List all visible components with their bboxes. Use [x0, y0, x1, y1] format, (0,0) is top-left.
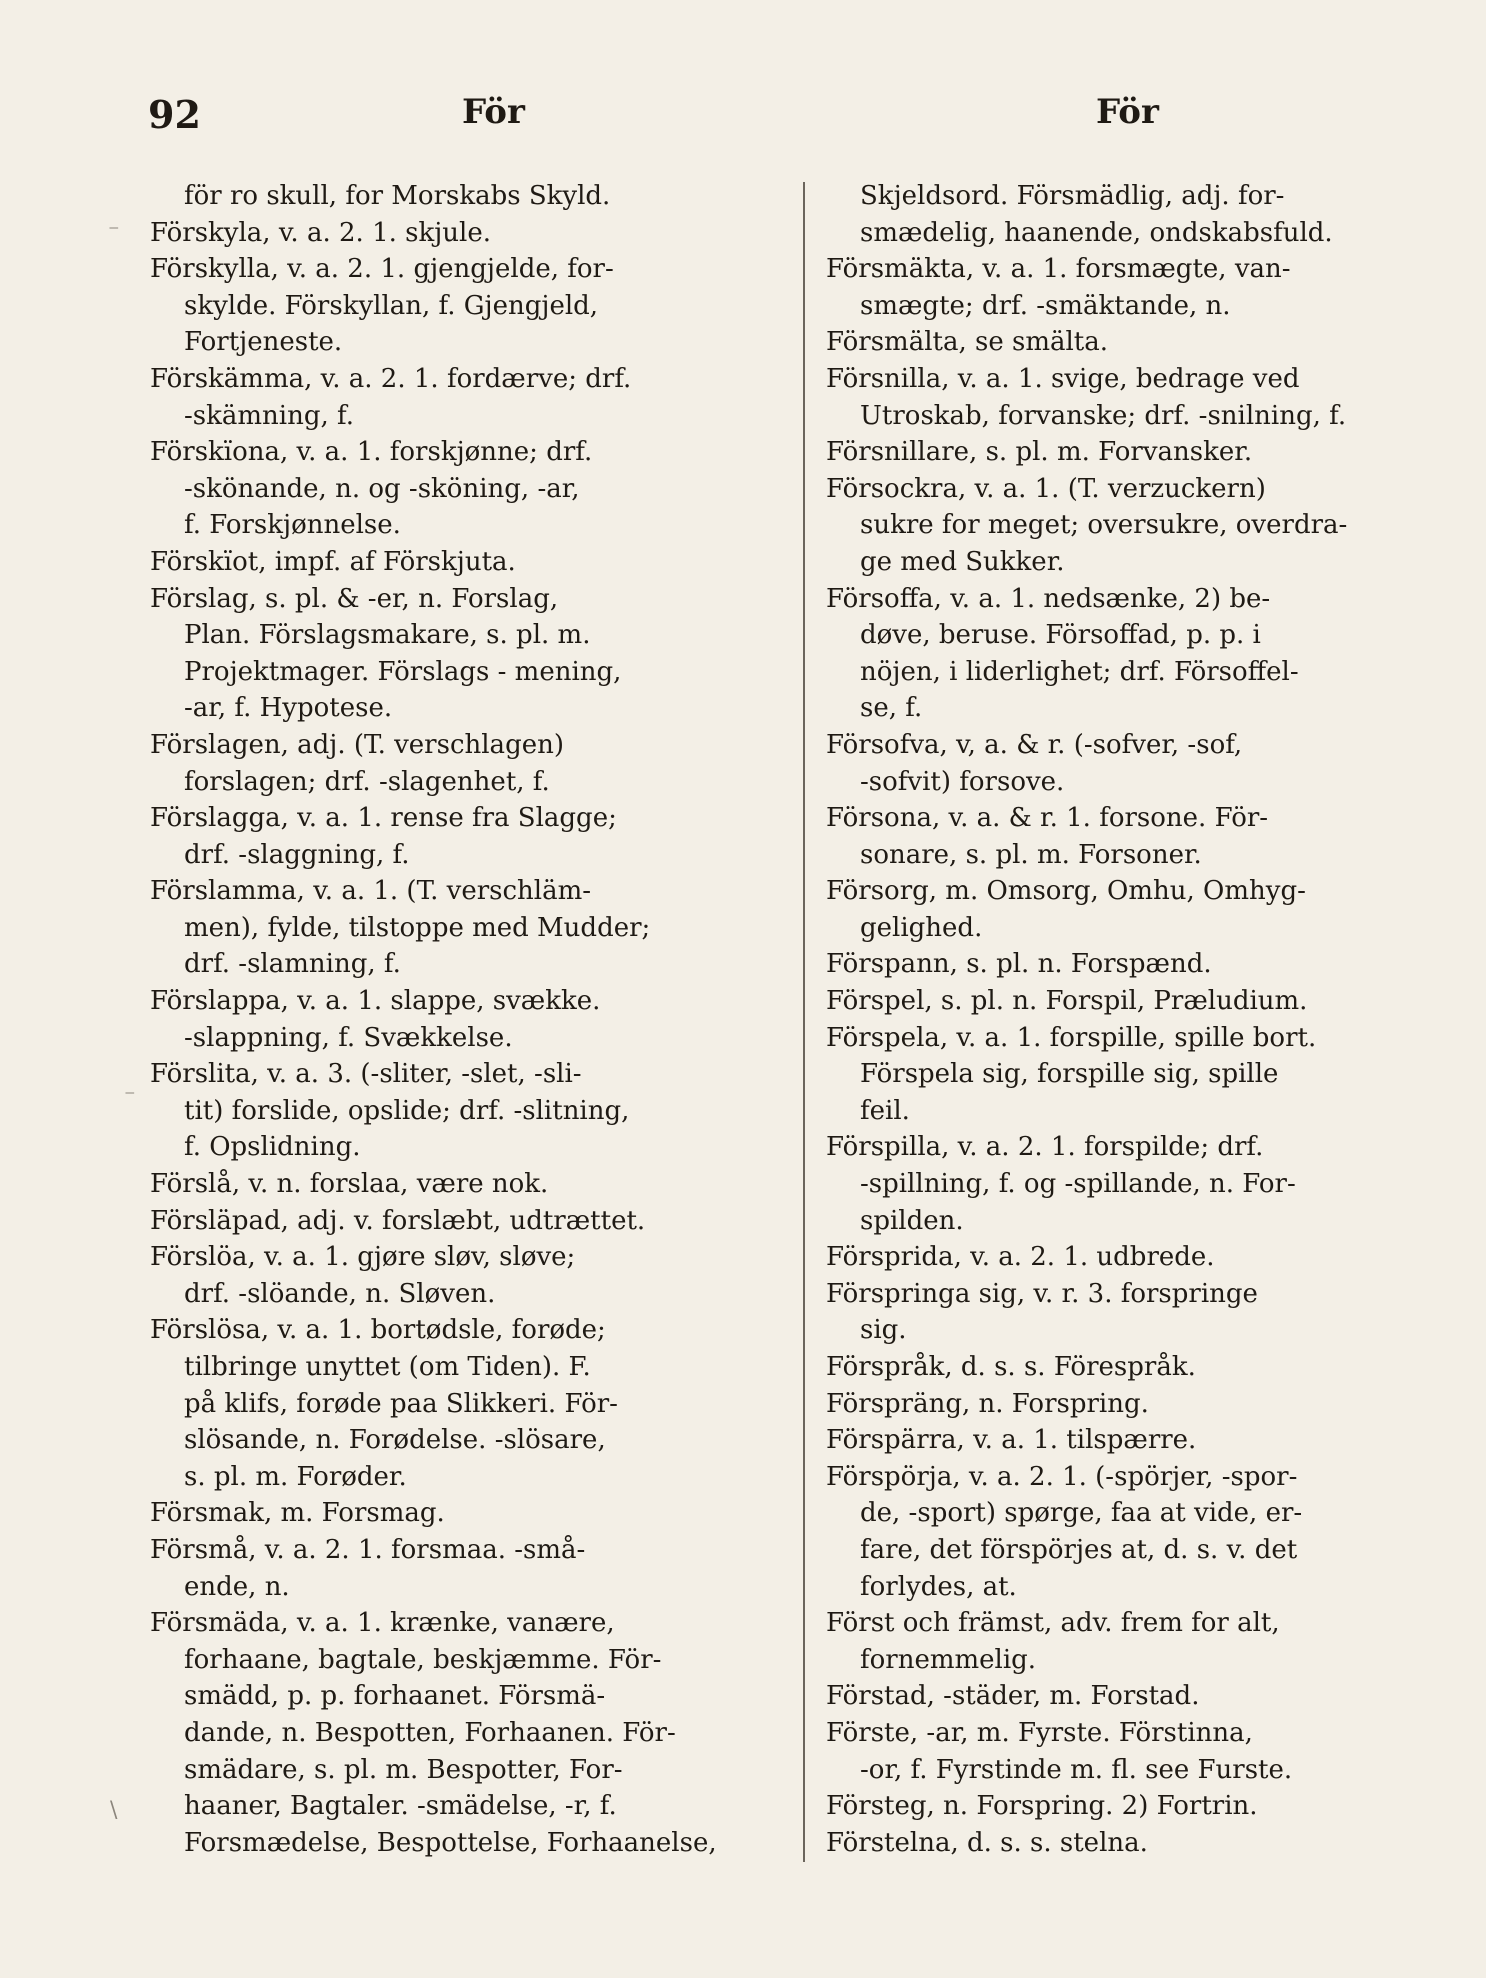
entry-line: Försprida, v. a. 2. 1. udbrede. [826, 1242, 1215, 1273]
entry-line: Förspringa sig, v. r. 3. forspringe [826, 1278, 1258, 1309]
entry-line: Skjeldsord. Försmädlig, adj. for- [860, 181, 1285, 211]
entry-line: Förslagga, v. a. 1. rense fra Slagge; [150, 803, 617, 834]
entry-line: Försmäkta, v. a. 1. forsmægte, van- [826, 254, 1291, 285]
entry-line: sonare, s. pl. m. Forsoner. [860, 839, 1202, 870]
entry-line: se, f. [860, 693, 923, 724]
entry-line: drf. -slamning, f. [184, 949, 401, 980]
entry-line: Förspräng, n. Forspring. [826, 1388, 1149, 1419]
margin-mark: \ [110, 1798, 118, 1823]
entry-line: forslagen; drf. -slagenhet, f. [184, 766, 550, 797]
entry-line: Först och främst, adv. frem for alt, [826, 1608, 1280, 1639]
entry-line: Försnilla, v. a. 1. svige, bedrage ved [826, 363, 1300, 394]
entry-line: Förslöa, v. a. 1. gjøre sløv, sløve; [150, 1242, 576, 1273]
entry-line: Förskylla, v. a. 2. 1. gjengjelde, for- [150, 254, 614, 285]
entry-line: Förskyla, v. a. 2. 1. skjule. [150, 217, 492, 248]
entry-line: Försorg, m. Omsorg, Omhu, Omhyg- [826, 876, 1306, 907]
entry-line: Förskämma, v. a. 2. 1. fordærve; drf. [150, 363, 632, 394]
entry-line: drf. -slöande, n. Sløven. [184, 1278, 496, 1309]
entry-line: Försmak, m. Forsmag. [150, 1498, 445, 1529]
entry-line: haaner, Bagtaler. -smädelse, -r, f. [184, 1791, 617, 1822]
entry-line: Förspörja, v. a. 2. 1. (-spörjer, -spor- [826, 1461, 1298, 1492]
entry-line: -skönande, n. og -sköning, -ar, [184, 473, 580, 504]
entry-line: Försläpad, adj. v. forslæbt, udtrættet. [150, 1205, 646, 1236]
right-column [826, 178, 1454, 1861]
entry-line: skylde. Förskyllan, f. Gjengjeld, [184, 290, 599, 321]
entry-line: Förspann, s. pl. n. Forspænd. [826, 949, 1212, 980]
left-column [150, 178, 790, 1861]
entry-line: på klifs, forøde paa Slikkeri. För- [184, 1388, 618, 1419]
entry-line: Försteg, n. Forspring. 2) Fortrin. [826, 1791, 1258, 1822]
entry-line: dande, n. Bespotten, Forhaanen. För- [184, 1717, 676, 1748]
entry-line: Plan. Förslagsmakare, s. pl. m. [184, 620, 591, 651]
entry-line: Försockra, v. a. 1. (T. verzuckern) [826, 473, 1266, 504]
entry-line: Försmå, v. a. 2. 1. forsmaa. -små- [150, 1534, 586, 1565]
entry-line: feil. [860, 1095, 910, 1126]
entry-line: Förskïot, impf. af Förskjuta. [150, 546, 516, 577]
entry-line: Utroskab, forvanske; drf. -snilning, f. [860, 400, 1347, 431]
entry-line: -sofvit) forsove. [860, 766, 1065, 797]
entry-line: Forsmædelse, Bespottelse, Forhaanelse, [184, 1827, 717, 1858]
entry-line: Försofva, v, a. & r. (-sofver, -sof, [826, 729, 1243, 760]
entry-line: Förslagen, adj. (T. verschlagen) [150, 729, 564, 760]
page-number: 92 [148, 92, 201, 137]
entry-line: Förspela, v. a. 1. forspille, spille bort. [826, 1022, 1317, 1053]
entry-line: tit) forslide, opslide; drf. -slitning, [184, 1095, 630, 1126]
entry-line: smægte; drf. -smäktande, n. [860, 290, 1231, 321]
entry-line: fornemmelig. [860, 1644, 1037, 1675]
entry-line: ge med Sukker. [860, 546, 1065, 577]
entry-line: s. pl. m. Forøder. [184, 1461, 407, 1492]
entry-line: Förste, -ar, m. Fyrste. Förstinna, [826, 1717, 1253, 1748]
entry-line: Förslappa, v. a. 1. slappe, svække. [150, 986, 601, 1017]
entry-line: sukre for meget; oversukre, overdra- [860, 510, 1348, 541]
entry-line: Försmäda, v. a. 1. krænke, vanære, [150, 1608, 615, 1639]
entry-line: Fortjeneste. [184, 327, 343, 358]
entry-line: -spillning, f. og -spillande, n. For- [860, 1169, 1296, 1200]
entry-line: ende, n. [184, 1571, 290, 1602]
entry-line: Förspärra, v. a. 1. tilspærre. [826, 1425, 1197, 1456]
running-head-left: För [462, 92, 525, 132]
entry-line: Försnillare, s. pl. m. Forvansker. [826, 437, 1253, 468]
entry-line: fare, det förspörjes at, d. s. v. det [860, 1534, 1298, 1565]
entry-line: smädd, p. p. forhaanet. Försmä- [184, 1681, 606, 1712]
margin-mark: ⁻ [124, 1085, 136, 1110]
entry-line: forhaane, bagtale, beskjæmme. För- [184, 1644, 662, 1675]
entry-line: -or, f. Fyrstinde m. fl. see Furste. [860, 1754, 1293, 1785]
entry-line: Förslösa, v. a. 1. bortødsle, forøde; [150, 1315, 606, 1346]
entry-line: smädare, s. pl. m. Bespotter, For- [184, 1754, 623, 1785]
entry-line: Förslå, v. n. forslaa, være nok. [150, 1169, 549, 1200]
entry-line: Förstad, -städer, m. Forstad. [826, 1681, 1200, 1712]
entry-line: f. Forskjønnelse. [184, 510, 401, 541]
entry-line: forlydes, at. [860, 1571, 1017, 1602]
entry-line: Förspråk, d. s. s. Förespråk. [826, 1352, 1196, 1382]
entry-line: spilden. [860, 1205, 964, 1236]
page-header [0, 92, 1486, 152]
entry-line: tilbringe unyttet (om Tiden). F. [184, 1352, 591, 1382]
entry-line: Förskïona, v. a. 1. forskjønne; drf. [150, 437, 593, 468]
margin-mark: ⁻ [108, 220, 120, 245]
entry-line: Förspilla, v. a. 2. 1. forspilde; drf. [826, 1132, 1264, 1163]
entry-line: nöjen, i liderlighet; drf. Försoffel- [860, 656, 1299, 687]
entry-line: Försoffa, v. a. 1. nedsænke, 2) be- [826, 583, 1271, 614]
entry-line: døve, beruse. Försoffad, p. p. i [860, 620, 1261, 651]
entry-line: -ar, f. Hypotese. [184, 693, 393, 724]
entry-line: för ro skull, for Morskabs Skyld. [184, 181, 611, 211]
entry-line: Förspela sig, forspille sig, spille [860, 1059, 1279, 1090]
entry-line: Förslamma, v. a. 1. (T. verschläm- [150, 876, 592, 907]
entry-line: slösande, n. Forødelse. -slösare, [184, 1425, 606, 1456]
running-head-right: För [1096, 92, 1159, 132]
entry-line: Förstelna, d. s. s. stelna. [826, 1827, 1148, 1858]
entry-line: de, -sport) spørge, faa at vide, er- [860, 1498, 1303, 1529]
column-divider [803, 182, 805, 1862]
entry-line: drf. -slaggning, f. [184, 839, 410, 870]
entry-line: Försmälta, se smälta. [826, 327, 1109, 358]
entry-line: Projektmager. Förslags - mening, [184, 656, 622, 687]
entry-line: -skämning, f. [184, 400, 354, 431]
entry-line: Förslita, v. a. 3. (-sliter, -slet, -sli- [150, 1059, 582, 1090]
entry-line: gelighed. [860, 912, 983, 943]
entry-line: Förspel, s. pl. n. Forspil, Præludium. [826, 986, 1308, 1017]
entry-line: Försona, v. a. & r. 1. forsone. För- [826, 803, 1269, 834]
entry-line: -slappning, f. Svækkelse. [184, 1022, 513, 1053]
entry-line: Förslag, s. pl. & -er, n. Forslag, [150, 583, 559, 614]
entry-line: men), fylde, tilstoppe med Mudder; [184, 912, 651, 943]
entry-line: smædelig, haanende, ondskabsfuld. [860, 217, 1333, 248]
entry-line: sig. [860, 1315, 907, 1346]
entry-line: f. Opslidning. [184, 1132, 361, 1163]
